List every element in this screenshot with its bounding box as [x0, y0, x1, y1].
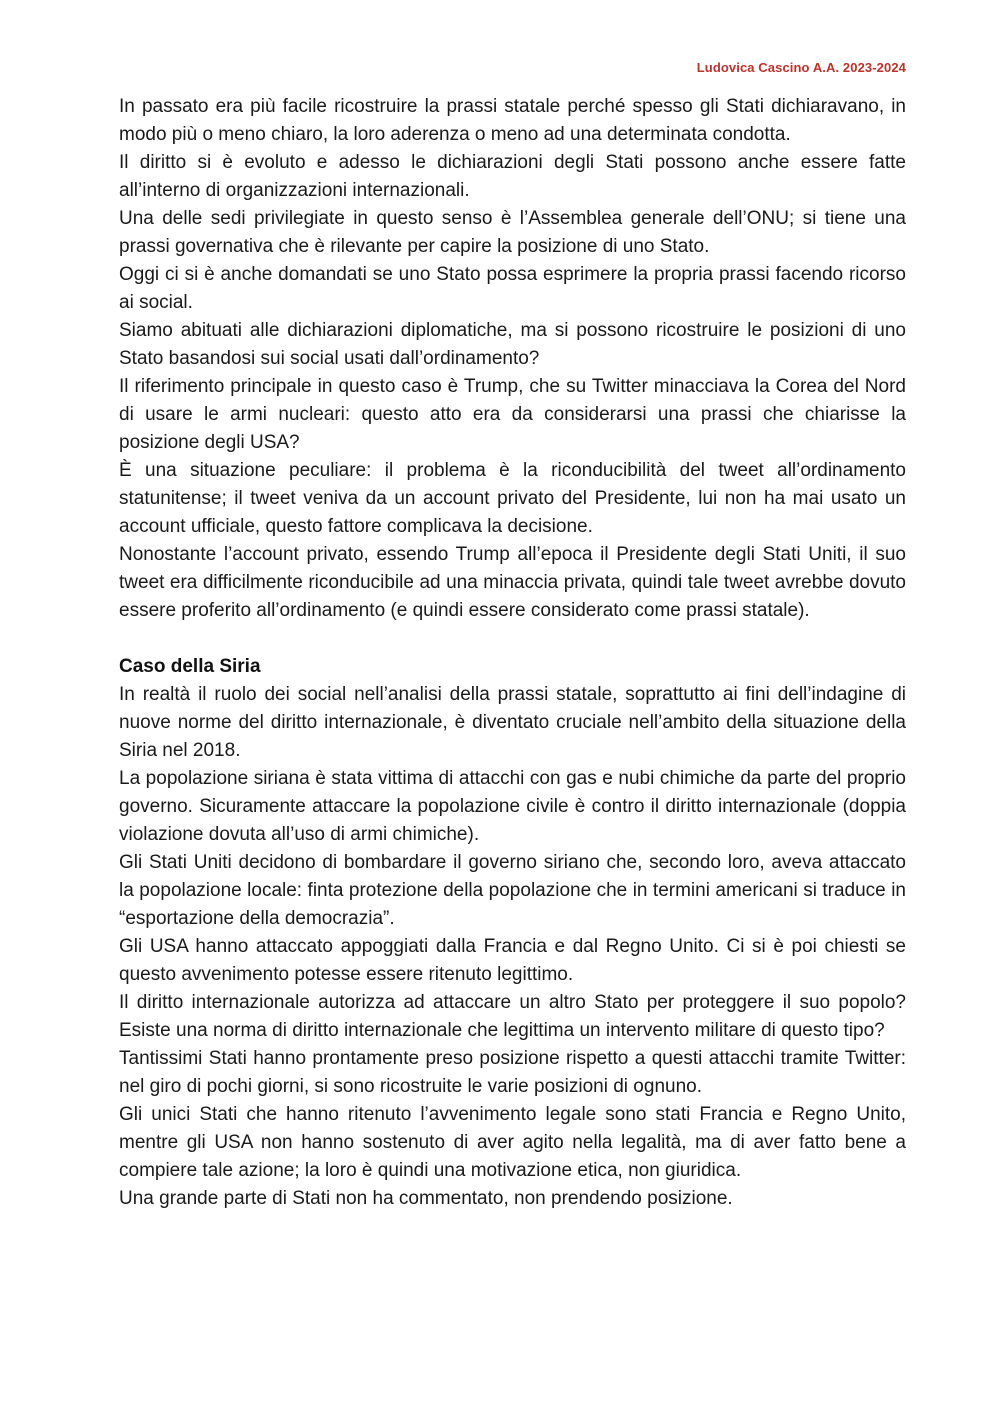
- paragraph: La popolazione siriana è stata vittima di attacchi con gas e nubi chimiche da parte del proprio governo. Sicuramente attaccare la popolazione civile è contro il diritto internazionale (doppia violazione dovuta all’uso di armi chimiche).: [119, 768, 906, 845]
- paragraph: Una grande parte di Stati non ha commentato, non prendendo posizione.: [119, 1188, 733, 1209]
- paragraph: In passato era più facile ricostruire la prassi statale perché spesso gli Stati dichiaravano, in modo più o meno chiaro, la loro aderenza o meno ad una determinata condotta.: [119, 96, 906, 145]
- paragraph: Gli USA hanno attaccato appoggiati dalla Francia e dal Regno Unito. Ci si è poi chiesti se questo avvenimento potesse essere ritenuto legittimo.: [119, 936, 906, 985]
- paragraph: Tantissimi Stati hanno prontamente preso posizione rispetto a questi attacchi tramite Twitter: nel giro di pochi giorni, si sono ricostruite le varie posizioni di ognuno.: [119, 1048, 906, 1097]
- paragraph: Oggi ci si è anche domandati se uno Stato possa esprimere la propria prassi facendo ricorso ai social.: [119, 264, 906, 313]
- document-body: [119, 93, 906, 1213]
- paragraph: Il riferimento principale in questo caso è Trump, che su Twitter minacciava la Corea del Nord di usare le armi nucleari: questo atto era da considerarsi una prassi che chiarisse la posizione degli USA?: [119, 376, 906, 453]
- paragraph: È una situazione peculiare: il problema è la riconducibilità del tweet all’ordinamento statunitense; il tweet veniva da un account privato del Presidente, lui non ha mai usato un account ufficiale, questo fattore complicava la decisione.: [119, 460, 906, 537]
- section-heading: Caso della Siria: [119, 656, 261, 677]
- paragraph: Siamo abituati alle dichiarazioni diplomatiche, ma si possono ricostruire le posizioni di uno Stato basandosi sui social usati dall’ordinamento?: [119, 320, 906, 369]
- paragraph: Il diritto internazionale autorizza ad attaccare un altro Stato per proteggere il suo popolo? Esiste una norma di diritto internazionale che legittima un intervento militare di questo tipo?: [119, 992, 906, 1041]
- blank-line: [119, 625, 906, 653]
- page-header: Ludovica Cascino A.A. 2023-2024: [696, 60, 906, 75]
- paragraph: Il diritto si è evoluto e adesso le dichiarazioni degli Stati possono anche essere fatte all’interno di organizzazioni internazionali.: [119, 152, 906, 201]
- paragraph: Nonostante l’account privato, essendo Trump all’epoca il Presidente degli Stati Uniti, il suo tweet era difficilmente riconducibile ad una minaccia privata, quindi tale tweet avrebbe dovuto essere proferito all’ordinamento (e quindi essere considerato come prassi statale).: [119, 544, 906, 621]
- paragraph: Gli unici Stati che hanno ritenuto l’avvenimento legale sono stati Francia e Regno Unito, mentre gli USA non hanno sostenuto di aver agito nella legalità, ma di aver fatto bene a compiere tale azione; la loro è quindi una motivazione etica, non giuridica.: [119, 1104, 906, 1181]
- paragraph: In realtà il ruolo dei social nell’analisi della prassi statale, soprattutto ai fini dell’indagine di nuove norme del diritto internazionale, è diventato cruciale nell’ambito della situazione della Siria nel 2018.: [119, 684, 906, 761]
- paragraph: Una delle sedi privilegiate in questo senso è l’Assemblea generale dell’ONU; si tiene una prassi governativa che è rilevante per capire la posizione di uno Stato.: [119, 208, 906, 257]
- paragraph: Gli Stati Uniti decidono di bombardare il governo siriano che, secondo loro, aveva attaccato la popolazione locale: finta protezione della popolazione che in termini americani si traduce in “esportazione della democrazia”.: [119, 852, 906, 929]
